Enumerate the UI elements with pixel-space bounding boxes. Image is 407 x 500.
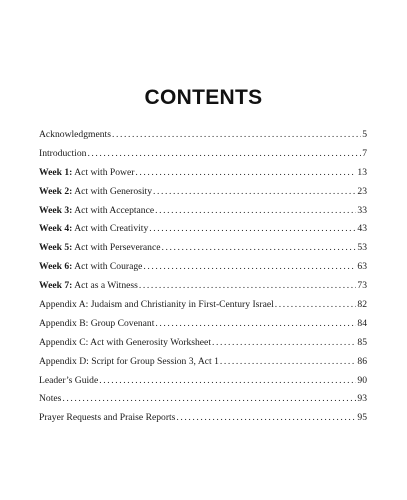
toc-entry xyxy=(39,261,367,280)
dot-leader xyxy=(112,129,361,140)
toc-entry-label: Leader’s Guide xyxy=(39,374,99,386)
toc-entry xyxy=(39,205,367,224)
dot-leader xyxy=(87,148,361,159)
toc-entry-label: Appendix C: Act with Generosity Worksheet xyxy=(39,336,211,348)
dot-leader xyxy=(149,223,356,234)
toc-entry xyxy=(39,318,367,337)
toc-entry-label: Acknowledgments xyxy=(39,129,111,140)
toc-entry-label: Appendix A: Judaism and Christianity in First-Century Israel xyxy=(39,299,274,311)
toc-page-number: 53 xyxy=(357,242,367,254)
toc-entry xyxy=(39,299,367,318)
toc-week-number: Week 4: xyxy=(39,223,73,235)
toc-page-number: 84 xyxy=(357,317,367,329)
toc-entry-title xyxy=(39,148,86,159)
toc-entry xyxy=(39,412,367,431)
dot-leader xyxy=(212,337,356,348)
toc-entry-title xyxy=(39,205,154,216)
dot-leader xyxy=(143,261,356,272)
toc-entry-title xyxy=(39,280,138,291)
toc-entry xyxy=(39,393,367,412)
toc-entry-title xyxy=(39,412,175,423)
toc-page-number: 73 xyxy=(357,280,367,292)
toc-entry-label: Act with Perseverance xyxy=(74,242,161,254)
toc-week-number: Week 1: xyxy=(39,166,73,178)
dot-leader xyxy=(139,280,357,291)
toc-entry-label: Introduction xyxy=(39,147,87,159)
toc-week-number: Week 5: xyxy=(39,242,73,254)
dot-leader xyxy=(176,412,356,423)
toc-week-number: Week 3: xyxy=(39,204,73,216)
toc-page-number: 23 xyxy=(357,185,367,197)
dot-leader xyxy=(162,242,357,253)
toc-entry-label: Appendix B: Group Covenant xyxy=(39,317,155,329)
toc-entry xyxy=(39,337,367,356)
toc-entry xyxy=(39,148,367,167)
dot-leader xyxy=(135,167,356,178)
toc-page-number: 43 xyxy=(357,223,367,235)
toc-entry-title xyxy=(39,375,98,386)
toc-entry-title xyxy=(39,318,154,329)
toc-entry xyxy=(39,375,367,394)
toc-entry-label: Prayer Requests and Praise Reports xyxy=(39,412,176,424)
toc-entry-title xyxy=(39,186,152,197)
toc-page-number: 5 xyxy=(362,129,367,140)
toc-entry-title xyxy=(39,393,61,404)
toc-week-number: Week 6: xyxy=(39,261,73,273)
toc-page-number: 86 xyxy=(357,355,367,367)
toc-entry xyxy=(39,280,367,299)
toc-entry-title xyxy=(39,167,134,178)
toc-entry xyxy=(39,129,367,148)
toc-week-number: Week 2: xyxy=(39,185,73,197)
toc-week-number: Week 7: xyxy=(39,280,73,292)
toc-entry-title xyxy=(39,337,211,348)
toc-page-number: 90 xyxy=(357,374,367,386)
table-of-contents xyxy=(39,129,367,431)
toc-entry-label: Act with Creativity xyxy=(74,223,149,235)
toc-page-number: 63 xyxy=(357,261,367,273)
toc-entry-label: Act with Power xyxy=(74,166,135,178)
toc-entry xyxy=(39,242,367,261)
toc-entry-label: Notes xyxy=(39,393,62,405)
toc-entry xyxy=(39,167,367,186)
toc-entry xyxy=(39,186,367,205)
toc-entry-label: Act as a Witness xyxy=(74,280,138,292)
dot-leader xyxy=(62,393,356,404)
page-title: CONTENTS xyxy=(144,86,263,110)
toc-entry-label: Appendix D: Script for Group Session 3, Act 1 xyxy=(39,355,219,367)
dot-leader xyxy=(275,299,357,310)
dot-leader xyxy=(155,205,356,216)
dot-leader xyxy=(153,186,356,197)
toc-page-number: 13 xyxy=(357,166,367,178)
toc-entry-title xyxy=(39,261,142,272)
toc-entry-label: Act with Courage xyxy=(74,261,143,273)
toc-entry-title xyxy=(39,129,111,140)
toc-entry-title xyxy=(39,299,274,310)
toc-entry-title xyxy=(39,223,148,234)
toc-entry xyxy=(39,223,367,242)
toc-page-number: 82 xyxy=(357,299,367,311)
toc-entry-title xyxy=(39,356,219,367)
toc-entry-label: Act with Acceptance xyxy=(74,204,155,216)
dot-leader xyxy=(220,356,357,367)
toc-page-number: 93 xyxy=(357,393,367,405)
toc-page-number: 95 xyxy=(357,412,367,424)
toc-entry-title xyxy=(39,242,161,253)
toc-page-number: 85 xyxy=(357,336,367,348)
toc-page-number: 33 xyxy=(357,204,367,216)
toc-page-number: 7 xyxy=(362,147,367,159)
toc-entry xyxy=(39,356,367,375)
dot-leader xyxy=(155,318,356,329)
dot-leader xyxy=(99,375,356,386)
toc-entry-label: Act with Generosity xyxy=(74,185,152,197)
